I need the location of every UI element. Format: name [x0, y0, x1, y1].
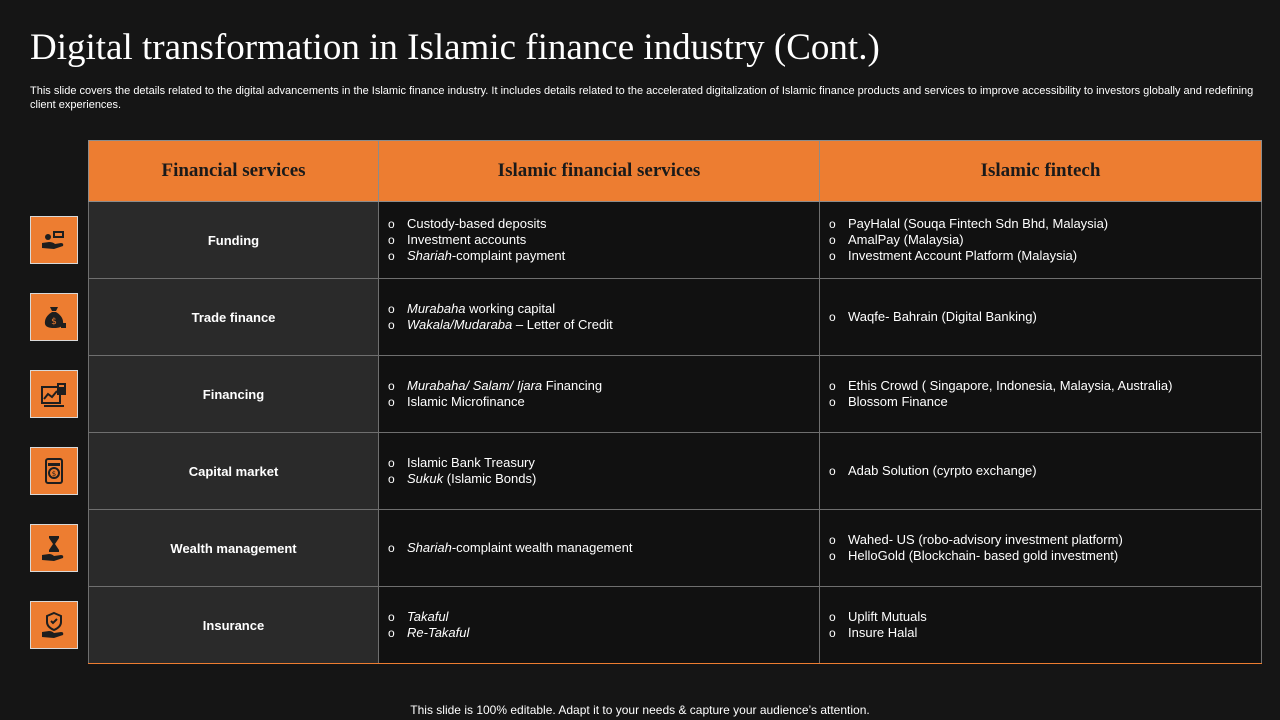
list-item — [388, 378, 819, 394]
table-header-row — [89, 141, 1262, 202]
bullet-list — [379, 540, 819, 556]
service-name: Insurance — [89, 587, 379, 664]
item-text: Waqfe- Bahrain (Digital Banking) — [848, 309, 1037, 324]
table-row — [89, 202, 1262, 279]
bullet-list — [820, 532, 1261, 564]
header-financial-services: Financial services — [89, 141, 379, 202]
item-text: (Islamic Bonds) — [443, 471, 537, 486]
item-text: Insure Halal — [848, 625, 918, 640]
slide-subtitle: This slide covers the details related to the digital advancements in the Islamic finance industry. It includes details related to the accelerated digitalization of Islamic finance products and services to improve accessibility to investors globally and redefining client experiences. — [30, 85, 1254, 111]
item-text: – Letter of Credit — [512, 317, 613, 332]
islamic-services-cell — [379, 510, 820, 587]
bullet-list — [820, 216, 1261, 264]
item-text: Wakala/Mudaraba — [407, 317, 513, 332]
table-row — [89, 433, 1262, 510]
item-text: Financing — [542, 378, 603, 393]
slide-footer: This slide is 100% editable. Adapt it to your needs & capture your audience’s attention. — [410, 703, 870, 717]
list-item — [829, 394, 1261, 410]
item-text: AmalPay (Malaysia) — [848, 232, 964, 247]
table-row — [89, 510, 1262, 587]
fintech-cell — [820, 202, 1262, 279]
hourglass-hand-icon — [30, 524, 78, 572]
list-item — [829, 548, 1261, 564]
svg-text:$: $ — [51, 470, 57, 478]
list-item — [829, 309, 1261, 325]
table-row — [89, 356, 1262, 433]
item-text: Custody-based deposits — [407, 216, 547, 231]
service-name: Financing — [89, 356, 379, 433]
list-item — [829, 532, 1261, 548]
header-islamic-fintech: Islamic fintech — [820, 141, 1262, 202]
fintech-cell — [820, 433, 1262, 510]
list-item — [829, 216, 1261, 232]
item-text: -complaint payment — [451, 248, 566, 263]
bullet-list — [379, 216, 819, 264]
islamic-services-cell — [379, 279, 820, 356]
header-islamic-financial-services: Islamic financial services — [379, 141, 820, 202]
list-item — [388, 248, 819, 264]
bullet-list — [379, 609, 819, 641]
item-text: Sukuk — [407, 471, 444, 486]
item-text: Takaful — [407, 609, 449, 624]
list-item — [829, 609, 1261, 625]
svg-text:$: $ — [51, 317, 57, 327]
money-bag-icon — [30, 293, 78, 341]
item-text: Murabaha — [407, 301, 466, 316]
list-item — [388, 471, 819, 487]
item-text: Investment accounts — [407, 232, 527, 247]
item-text: Islamic Microfinance — [407, 394, 525, 409]
islamic-services-cell — [379, 587, 820, 664]
item-text: Uplift Mutuals — [848, 609, 927, 624]
item-text: Re-Takaful — [407, 625, 470, 640]
service-name: Wealth management — [89, 510, 379, 587]
item-text: Investment Account Platform (Malaysia) — [848, 248, 1078, 263]
finance-table — [88, 140, 1262, 664]
item-text: -complaint wealth management — [451, 540, 633, 555]
item-text: HelloGold (Blockchain- based gold investment) — [848, 548, 1119, 563]
shield-hand-icon — [30, 601, 78, 649]
islamic-services-cell — [379, 202, 820, 279]
item-text: Blossom Finance — [848, 394, 948, 409]
service-name: Trade finance — [89, 279, 379, 356]
fintech-cell — [820, 279, 1262, 356]
list-item — [388, 317, 819, 333]
mobile-coin-icon — [30, 447, 78, 495]
bullet-list — [820, 609, 1261, 641]
bullet-list — [820, 378, 1261, 410]
item-text: Murabaha/ Salam/ Ijara — [407, 378, 543, 393]
bullet-list — [820, 463, 1261, 479]
list-item — [829, 232, 1261, 248]
bullet-list — [379, 455, 819, 487]
bullet-list — [379, 378, 819, 410]
list-item — [388, 301, 819, 317]
slide-title: Digital transformation in Islamic finance industry (Cont.) — [30, 27, 880, 68]
islamic-services-cell — [379, 433, 820, 510]
calculator-report-icon — [30, 370, 78, 418]
list-item — [829, 463, 1261, 479]
bullet-list — [820, 309, 1261, 325]
item-text: PayHalal (Souqa Fintech Sdn Bhd, Malaysia) — [848, 216, 1109, 231]
item-text: Islamic Bank Treasury — [407, 455, 535, 470]
list-item — [388, 216, 819, 232]
list-item — [388, 609, 819, 625]
table-row — [89, 279, 1262, 356]
list-item — [388, 625, 819, 641]
service-name: Funding — [89, 202, 379, 279]
list-item — [829, 625, 1261, 641]
list-item — [388, 540, 819, 556]
list-item — [388, 394, 819, 410]
table-row — [89, 587, 1262, 664]
item-text: working capital — [465, 301, 556, 316]
islamic-services-cell — [379, 356, 820, 433]
fintech-cell — [820, 356, 1262, 433]
item-text: Ethis Crowd ( Singapore, Indonesia, Malaysia, Australia) — [848, 378, 1173, 393]
list-item — [388, 455, 819, 471]
item-text: Wahed- US (robo-advisory investment platform) — [848, 532, 1123, 547]
money-hand-icon — [30, 216, 78, 264]
service-name: Capital market — [89, 433, 379, 510]
table-body — [89, 202, 1262, 664]
bullet-list — [379, 301, 819, 333]
fintech-cell — [820, 587, 1262, 664]
item-text: Shariah — [407, 540, 452, 555]
fintech-cell — [820, 510, 1262, 587]
item-text: Adab Solution (cyrpto exchange) — [848, 463, 1037, 478]
list-item — [388, 232, 819, 248]
list-item — [829, 248, 1261, 264]
item-text: Shariah — [407, 248, 452, 263]
list-item — [829, 378, 1261, 394]
